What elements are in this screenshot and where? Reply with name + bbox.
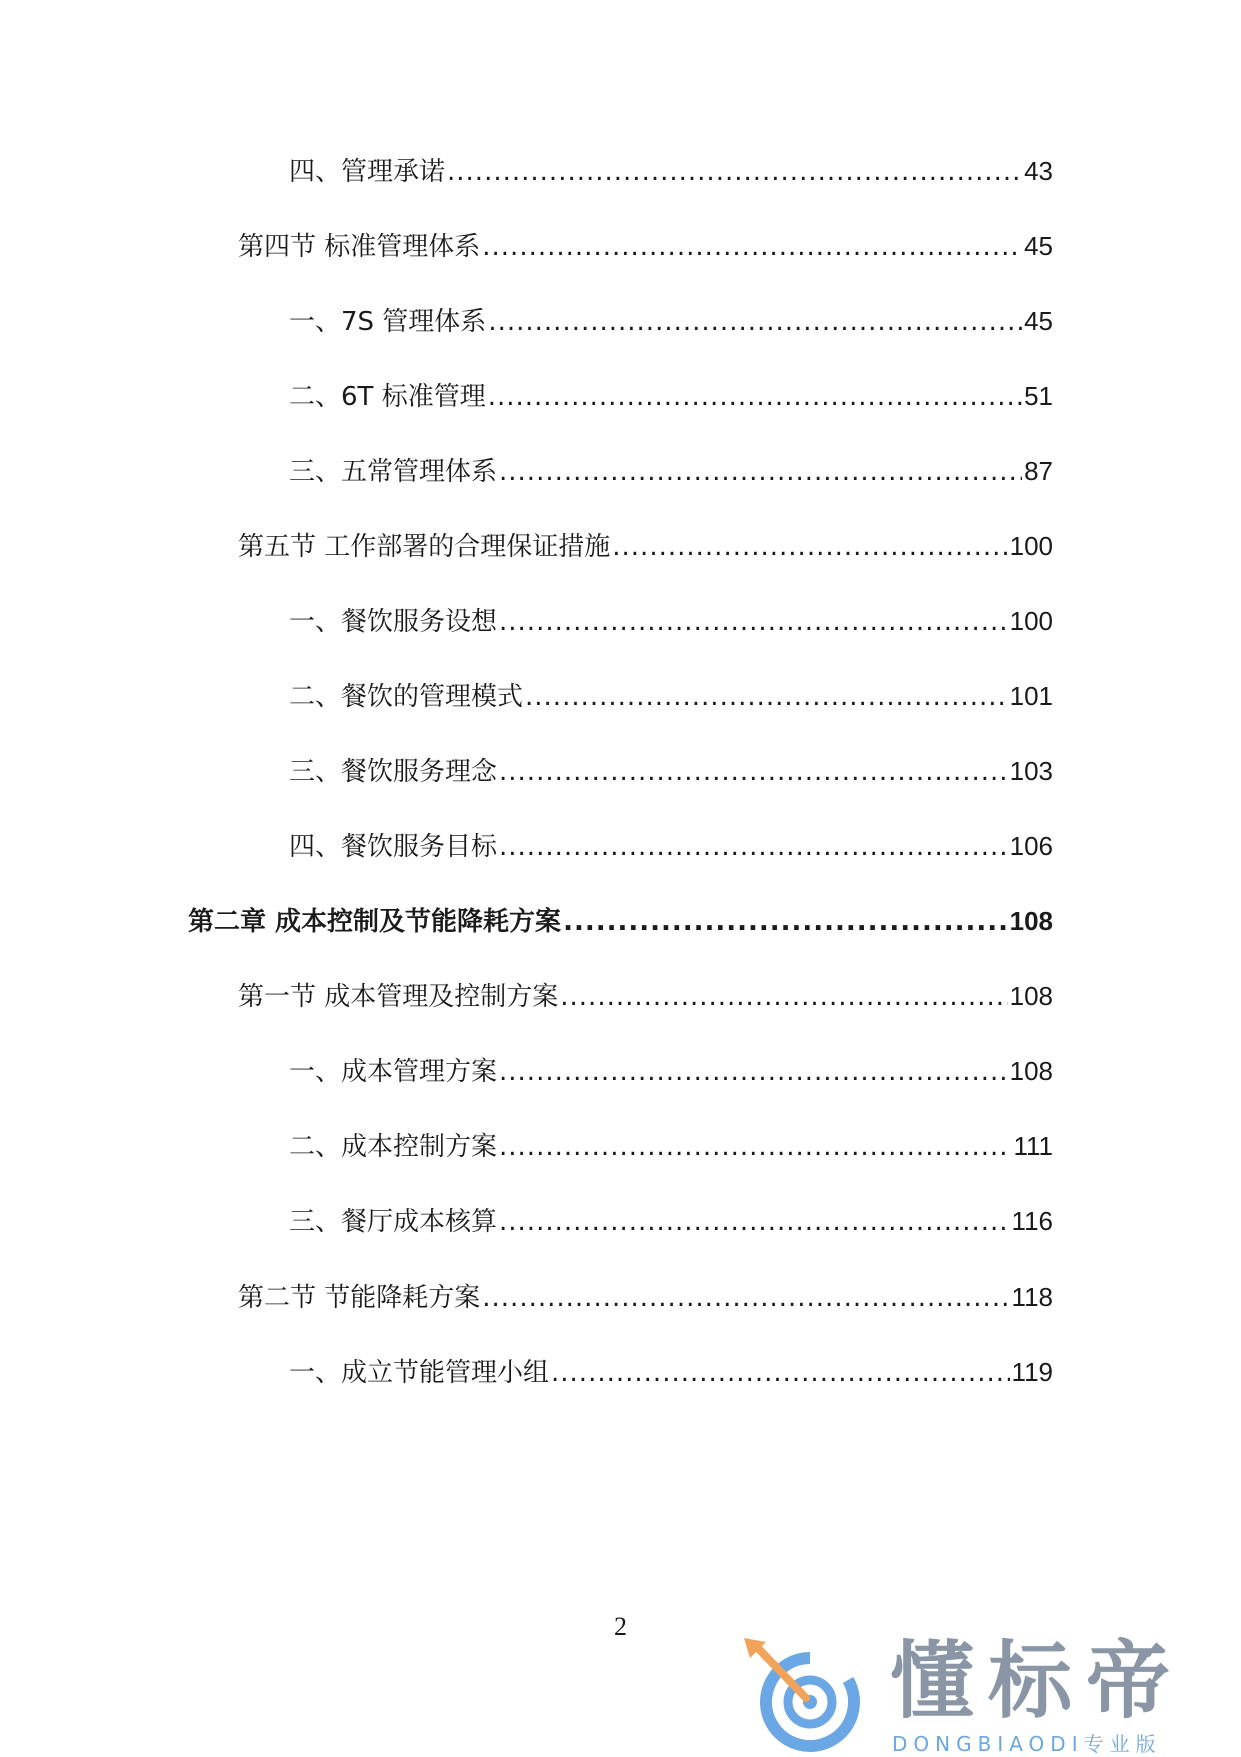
toc-entry-page: 103 bbox=[1009, 756, 1053, 786]
toc-leader-dots bbox=[551, 1356, 1010, 1390]
toc-leader-dots bbox=[525, 680, 1008, 714]
watermark-subtitle: DONGBIAODI专业版 bbox=[892, 1732, 1162, 1756]
toc-entry[interactable] bbox=[289, 1204, 1053, 1239]
toc-entry-page: 108 bbox=[1009, 981, 1053, 1011]
toc-entry[interactable] bbox=[289, 1054, 1053, 1089]
toc-entry-label: 二、6T 标准管理 bbox=[289, 382, 486, 412]
toc-entry-label: 一、成本管理方案 bbox=[289, 1057, 498, 1087]
toc-entry-page: 101 bbox=[1009, 681, 1053, 711]
toc-entry-page: 45 bbox=[1024, 306, 1053, 336]
toc-leader-dots bbox=[499, 1205, 1010, 1239]
toc-entry-page: 51 bbox=[1024, 381, 1053, 411]
toc-entry-label: 三、五常管理体系 bbox=[289, 457, 498, 487]
toc-entry-page: 87 bbox=[1024, 456, 1053, 486]
toc-entry[interactable] bbox=[289, 604, 1053, 639]
toc-entry-label: 第二章 成本控制及节能降耗方案 bbox=[188, 907, 562, 937]
watermark bbox=[740, 1632, 1220, 1756]
toc-entry-label: 一、餐饮服务设想 bbox=[289, 607, 498, 637]
toc-entry[interactable] bbox=[238, 979, 1053, 1014]
toc-entry-label: 三、餐饮服务理念 bbox=[289, 757, 498, 787]
toc-entry-page: 108 bbox=[1009, 1056, 1053, 1086]
toc-entry[interactable] bbox=[238, 1280, 1053, 1315]
toc-leader-dots bbox=[447, 155, 1022, 189]
toc-entry-page: 106 bbox=[1009, 831, 1053, 861]
toc-entry-label: 一、7S 管理体系 bbox=[289, 307, 487, 337]
toc-leader-dots bbox=[560, 980, 1007, 1014]
toc-entry-label: 三、餐厅成本核算 bbox=[289, 1207, 498, 1237]
toc-entry-label: 第一节 成本管理及控制方案 bbox=[238, 982, 559, 1012]
toc-entry-page: 116 bbox=[1011, 1206, 1053, 1236]
toc-entry-label: 第二节 节能降耗方案 bbox=[238, 1283, 481, 1313]
toc-chapter-entry[interactable] bbox=[188, 904, 1053, 939]
toc-entry[interactable] bbox=[289, 454, 1053, 489]
toc-entry[interactable] bbox=[289, 1129, 1053, 1164]
toc-entry[interactable] bbox=[289, 754, 1053, 789]
toc-entry-page: 108 bbox=[1009, 906, 1053, 936]
page-number: 2 bbox=[614, 1612, 627, 1641]
toc-leader-dots bbox=[612, 530, 1007, 564]
toc-entry-page: 43 bbox=[1024, 156, 1053, 186]
toc-leader-dots bbox=[488, 380, 1022, 414]
toc-entry-page: 119 bbox=[1011, 1357, 1053, 1387]
toc-entry[interactable] bbox=[238, 229, 1053, 264]
toc-entry-page: 111 bbox=[1013, 1131, 1053, 1161]
toc-entry[interactable] bbox=[289, 379, 1053, 414]
toc-leader-dots bbox=[499, 1130, 1011, 1164]
toc-leader-dots bbox=[563, 905, 1008, 939]
toc-entry-label: 第四节 标准管理体系 bbox=[238, 232, 481, 262]
toc-leader-dots bbox=[482, 230, 1022, 264]
toc-entry[interactable] bbox=[289, 1355, 1053, 1390]
toc-leader-dots bbox=[499, 605, 1008, 639]
toc-entry-label: 四、餐饮服务目标 bbox=[289, 832, 498, 862]
toc-entry[interactable] bbox=[289, 304, 1053, 339]
toc-entry[interactable] bbox=[289, 154, 1053, 189]
toc-entry[interactable] bbox=[289, 679, 1053, 714]
toc-entry-label: 二、餐饮的管理模式 bbox=[289, 682, 524, 712]
watermark-brand: 懂标帝 bbox=[890, 1632, 1185, 1730]
toc-leader-dots bbox=[499, 755, 1008, 789]
toc-entry-label: 二、成本控制方案 bbox=[289, 1132, 498, 1162]
toc-entry[interactable] bbox=[238, 529, 1053, 564]
toc-leader-dots bbox=[488, 305, 1022, 339]
toc-entry[interactable] bbox=[289, 829, 1053, 864]
toc-leader-dots bbox=[482, 1281, 1009, 1315]
toc-entry-label: 四、管理承诺 bbox=[289, 157, 446, 187]
toc-leader-dots bbox=[499, 1055, 1008, 1089]
toc-entry-label: 第五节 工作部署的合理保证措施 bbox=[238, 532, 611, 562]
toc-leader-dots bbox=[499, 830, 1008, 864]
toc-entry-label: 一、成立节能管理小组 bbox=[289, 1358, 550, 1388]
toc-entry-page: 118 bbox=[1011, 1282, 1053, 1312]
toc-entry-page: 100 bbox=[1009, 531, 1053, 561]
toc-leader-dots bbox=[499, 455, 1022, 489]
toc-entry-page: 100 bbox=[1009, 606, 1053, 636]
toc-entry-page: 45 bbox=[1024, 231, 1053, 261]
target-arrow-icon bbox=[740, 1636, 880, 1754]
